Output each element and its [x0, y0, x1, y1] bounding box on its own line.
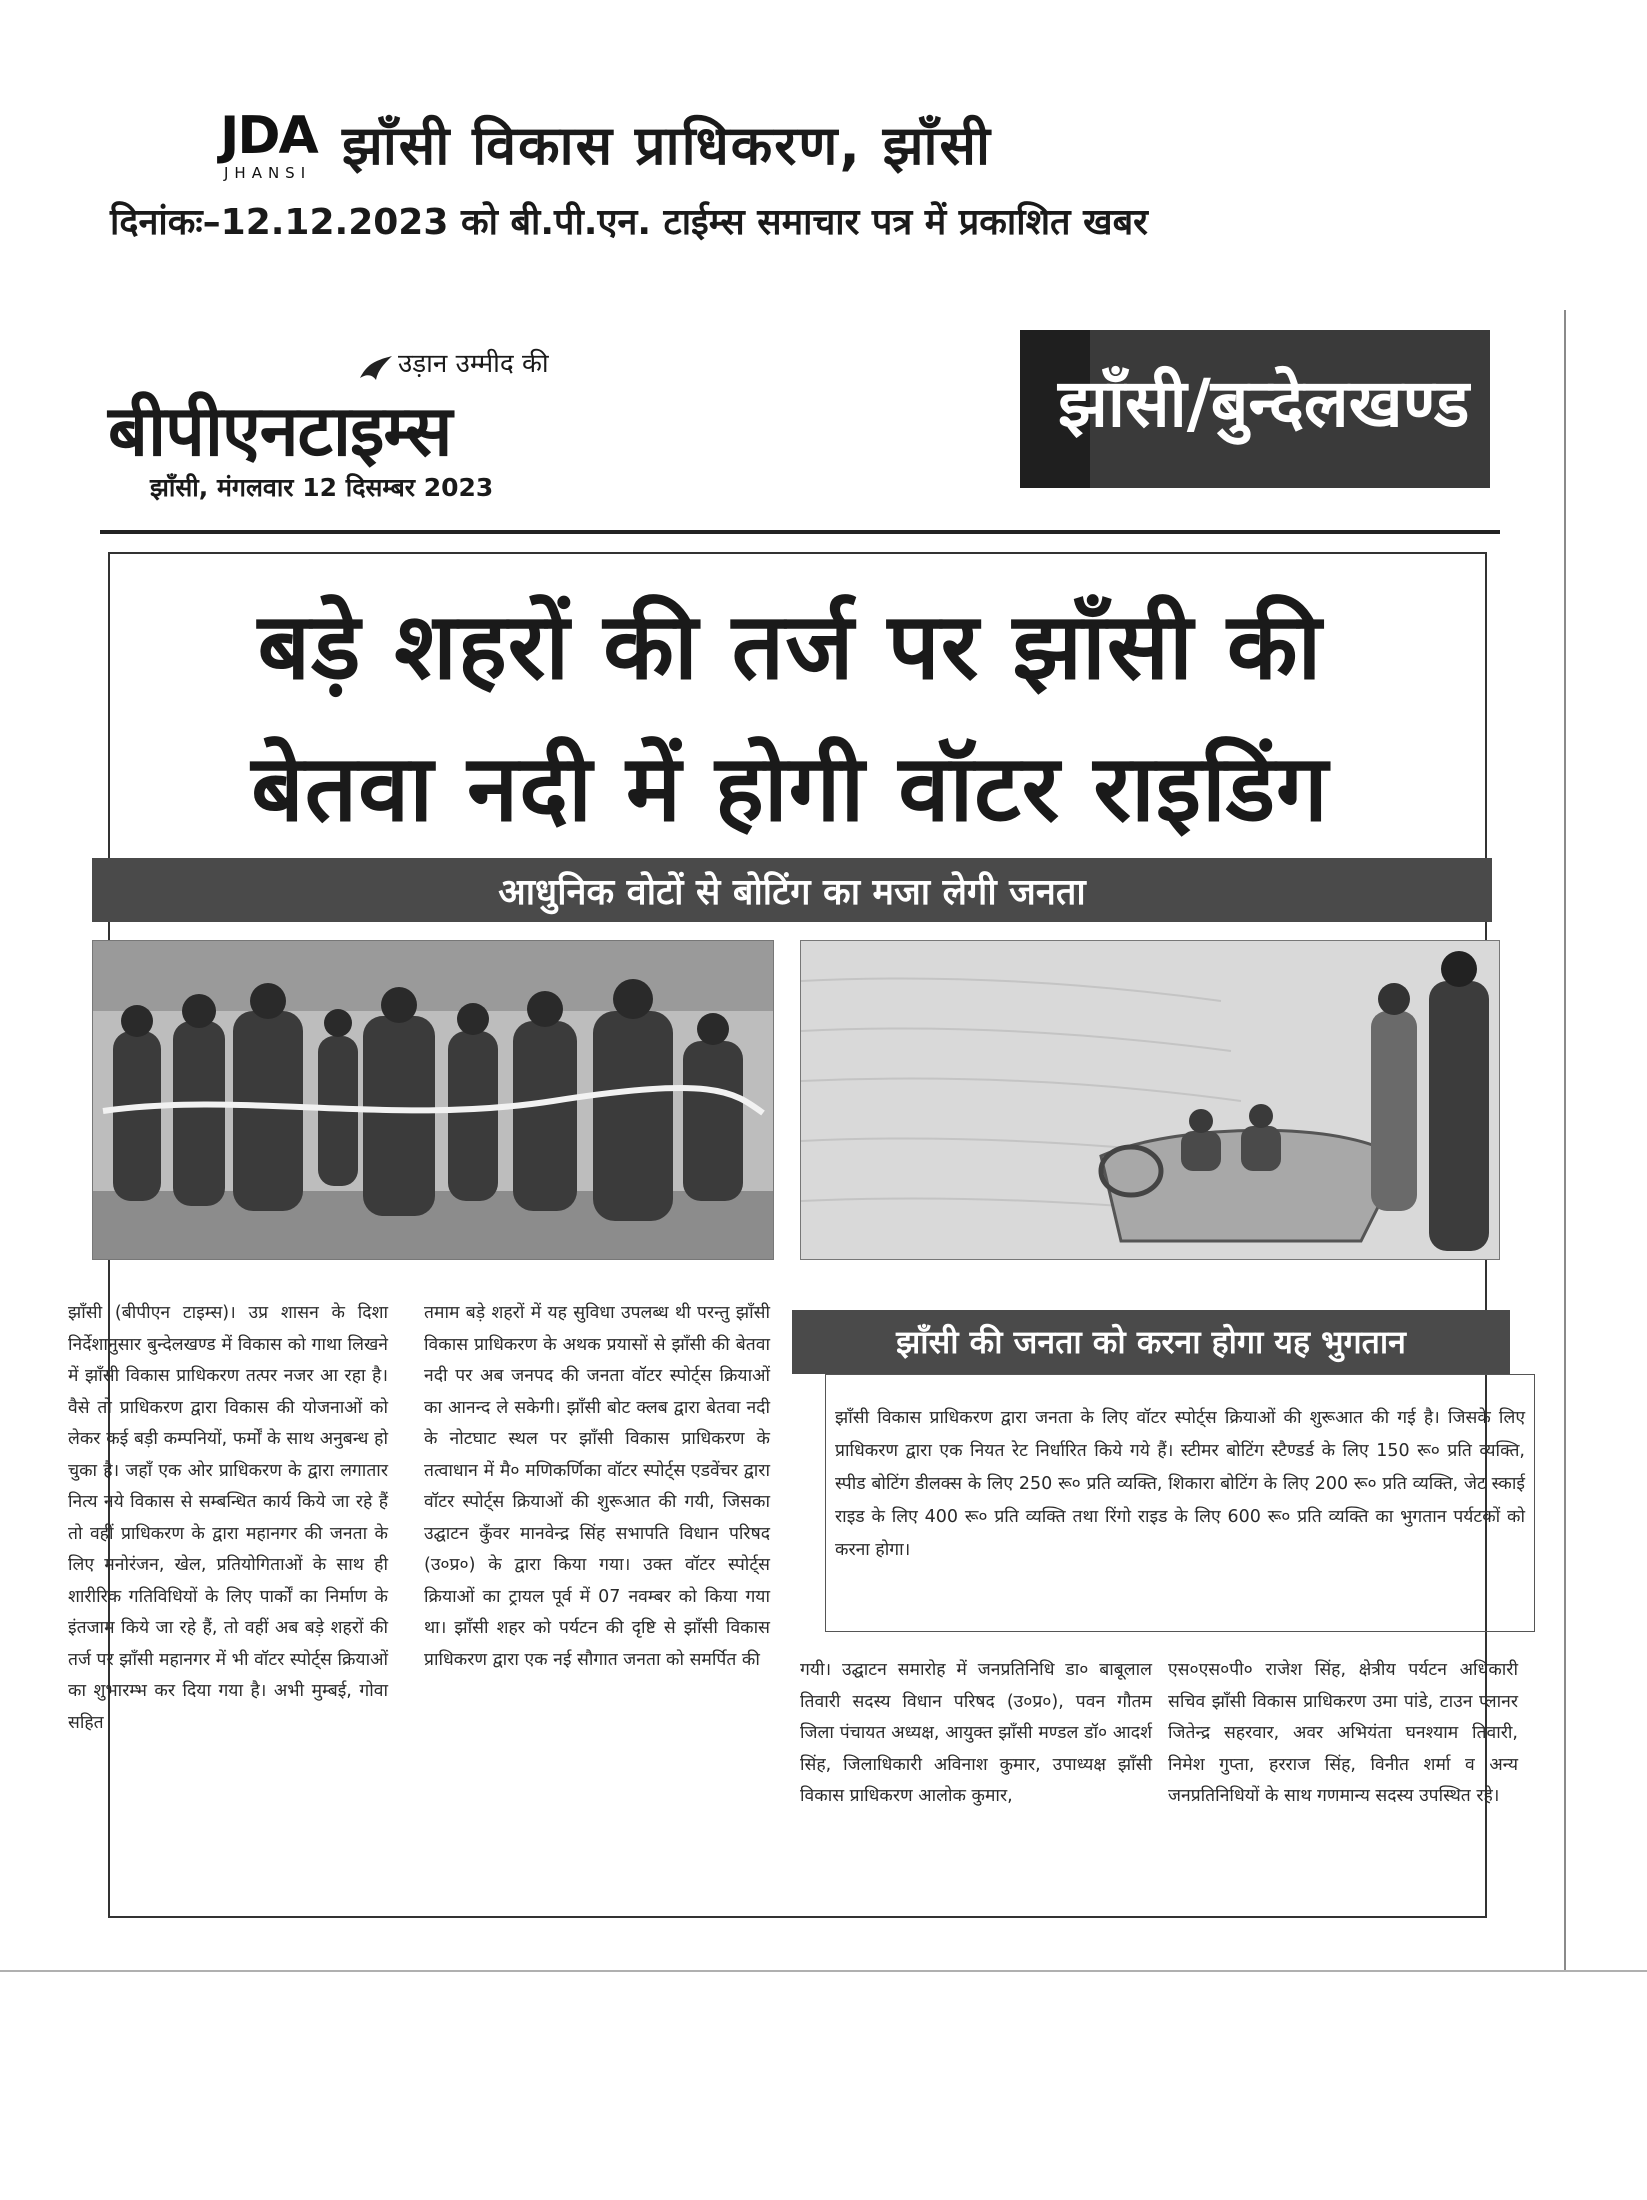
masthead-divider: [100, 530, 1500, 534]
fare-box-body: झाँसी विकास प्राधिकरण द्वारा जनता के लिए वॉटर स्पोर्ट्स क्रियाओं की शुरूआत की गई है। जिसके लिए प्राधिकरण द्वारा एक नियत रेट निर्धारित किये गये हैं। स्टीमर बोटिंग स्टैण्डर्ड के लिए 150 रू० प्रति व्यक्ति, स्पीड बोटिंग डीलक्स के लिए 250 रू० प्रति व्यक्ति, शिकारा बोटिंग के लिए 200 रू० प्रति व्यक्ति, जेट स्काई राइड के लिए 400 रू० प्रति व्यक्ति तथा रिंगो राइड के लिए 600 रू० प्रति व्यक्ति का भुगतान पर्यटकों को करना होगा।: [835, 1408, 1525, 1560]
section-title: झाँसी/बुन्देलखण्ड: [1058, 365, 1470, 442]
issue-date: झाँसी, मंगलवार 12 दिसम्बर 2023: [150, 473, 494, 502]
headline-line-1: बड़े शहरों की तर्ज पर झाँसी की: [257, 593, 1323, 700]
photo-ribbon-cutting: [92, 940, 774, 1260]
section-banner: [1020, 330, 1490, 488]
clipping-bottom-edge: [0, 1970, 1647, 1972]
jda-logo-mark: JDA: [220, 106, 317, 166]
jda-logo: [220, 108, 330, 188]
photo-boat-on-river: [800, 940, 1500, 1260]
article-column-3: गयी। उद्घाटन समारोह में जनप्रतिनिधि डा० बाबूलाल तिवारी सदस्य विधान परिषद (उ०प्र०), पवन गौतम जिला पंचायत अध्यक्ष, आयुक्त झाँसी मण्डल डॉ० आदर्श सिंह, जिलाधिकारी अविनाश कुमार, उपाध्यक्ष झाँसी विकास प्राधिकरण आलोक कुमार,: [800, 1660, 1152, 1806]
fare-box-heading: झाँसी की जनता को करना होगा यह भुगतान: [896, 1323, 1406, 1361]
article-column-1: झाँसी (बीपीएन टाइम्स)। उप्र शासन के दिशा निर्देशानुसार बुन्देलखण्ड में विकास को गाथा लिखने में झाँसी विकास प्राधिकरण तत्पर नजर आ रहा है। वैसे तो प्राधिकरण द्वारा विकास की योजनाओं को लेकर कई बड़ी कम्पनियों, फर्मों के साथ अनुबन्ध हो चुका है। जहाँ एक ओर प्राधिकरण के द्वारा लगातार नित्य नये विकास से सम्बन्धित कार्य किये जा रहे हैं तो वहीं प्राधिकरण के द्वारा महानगर की जनता के लिए मनोरंजन, खेल, प्रतियोगिताओं के साथ ही शारीरिक गतिविधियों के लिए पार्कों का निर्माण के इंतजाम किये जा रहे हैं, तो वहीं अब बड़े शहरों की तर्ज पर झाँसी महानगर में भी वॉटर स्पोर्ट्स क्रियाओं का शुभारम्भ कर दिया गया है। अभी मुम्बई, गोवा सहित: [68, 1303, 388, 1733]
article-column-4: एस०एस०पी० राजेश सिंह, क्षेत्रीय पर्यटन अधिकारी सचिव झाँसी विकास प्राधिकरण उमा पांडे, टाउन प्लानर जितेन्द्र सहरवार, अवर अभियंता घनश्याम तिवारी, निमेश गुप्ता, हरराज सिंह, विनीत शर्मा व अन्य जनप्रतिनिधियों के साथ गणमान्य सदस्य उपस्थित रहे।: [1168, 1660, 1518, 1806]
authority-name: झाँसी विकास प्राधिकरण, झाँसी: [342, 114, 992, 177]
newspaper-masthead: बीपीएनटाइम्स: [108, 390, 452, 472]
headline-line-2: बेतवा नदी में होगी वॉटर राइडिंग: [251, 735, 1329, 842]
article-column-2: तमाम बड़े शहरों में यह सुविधा उपलब्ध थी परन्तु झाँसी विकास प्राधिकरण के अथक प्रयासों से झाँसी की बेतवा नदी पर अब जनपद की जनता वॉटर स्पोर्ट्स क्रियाओं का आनन्द ले सकेगी। झाँसी बोट क्लब द्वारा बेतवा नदी के नोटघाट स्थल पर झाँसी विकास प्राधिकरण के तत्वाधान में मै० मणिकर्णिका वॉटर स्पोर्ट्स एडवेंचर द्वारा वॉटर स्पोर्ट्स क्रियाओं की शुरूआत की गयी, जिसका उद्घाटन कुँवर मानवेन्द्र सिंह सभापति विधान परिषद (उ०प्र०) के द्वारा किया गया। उक्त वॉटर स्पोर्ट्स क्रियाओं का ट्रायल पूर्व में 07 नवम्बर को किया गया था। झाँसी शहर को पर्यटन की दृष्टि से झाँसी विकास प्राधिकरण द्वारा एक नई सौगात जनता को समर्पित की: [424, 1303, 770, 1670]
newspaper-tagline: उड़ान उम्मीद की: [398, 349, 549, 379]
jda-logo-subtext: JHANSI: [224, 164, 312, 182]
publication-dateline: दिनांकः–12.12.2023 को बी.पी.एन. टाईम्स समाचार पत्र में प्रकाशित खबर: [110, 202, 1148, 243]
subheadline: आधुनिक वोटों से बोटिंग का मजा लेगी जनता: [498, 872, 1086, 913]
